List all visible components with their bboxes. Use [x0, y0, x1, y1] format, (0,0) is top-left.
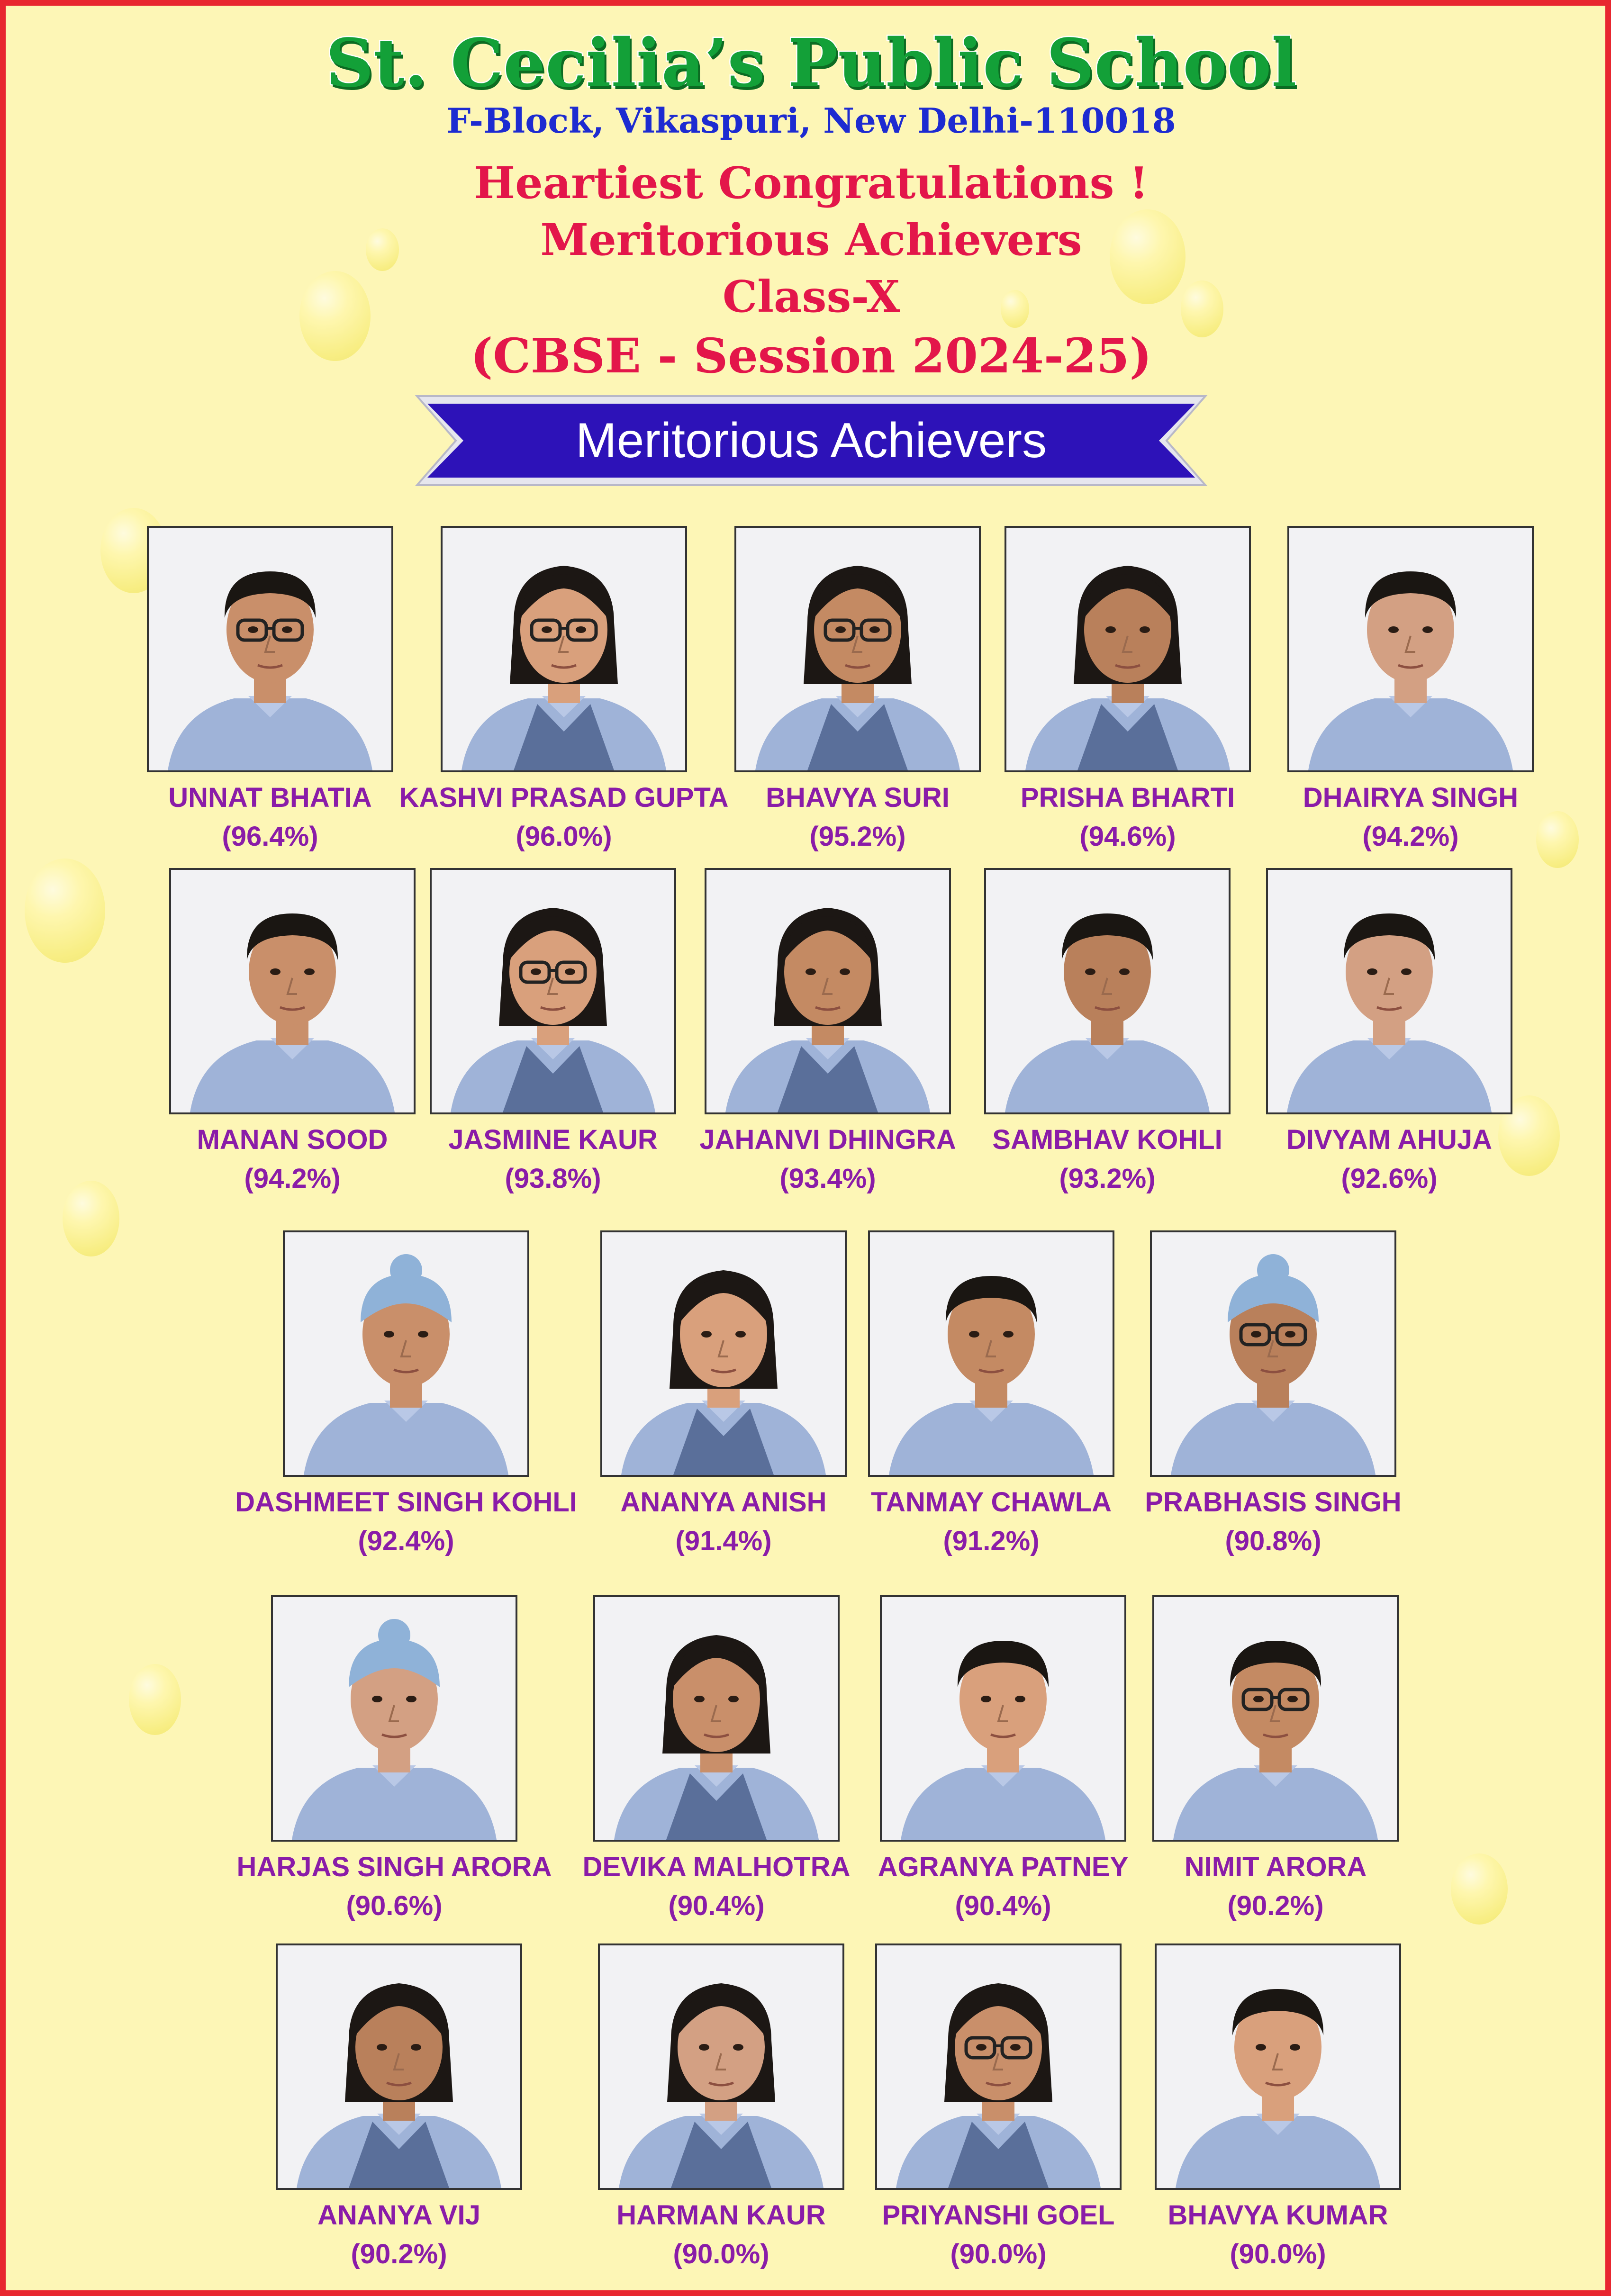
student-photo	[593, 1595, 840, 1842]
student-photo	[430, 868, 676, 1114]
student-name: PRABHASIS SINGH	[1145, 1487, 1402, 1518]
achievers-subtitle: Meritorious Achievers	[540, 214, 1082, 265]
student-photo	[271, 1595, 517, 1842]
student-name: HARJAS SINGH ARORA	[236, 1852, 552, 1882]
achievers-banner	[413, 393, 1209, 488]
student-portrait	[986, 870, 1229, 1112]
student-photo	[147, 526, 393, 772]
student-photo	[276, 1943, 522, 2190]
student-portrait	[1154, 1597, 1397, 1840]
student-score: (93.2%)	[1059, 1163, 1156, 1194]
school-name: St. Cecilia’s Public School	[326, 25, 1297, 102]
student-score: (90.4%)	[955, 1890, 1051, 1921]
student-name: SAMBHAV KOHLI	[992, 1124, 1222, 1155]
student-photo	[169, 868, 416, 1114]
student-score: (94.6%)	[1079, 821, 1176, 852]
student-score: (90.2%)	[351, 2239, 447, 2269]
student-portrait	[1268, 870, 1511, 1112]
student-photo	[734, 526, 981, 772]
student-score: (96.0%)	[516, 821, 612, 852]
student-portrait	[1152, 1232, 1394, 1475]
student-portrait	[1289, 528, 1532, 770]
student-photo	[1150, 1230, 1396, 1477]
student-name: DIVYAM AHUJA	[1286, 1124, 1492, 1155]
student-score: (90.6%)	[346, 1890, 443, 1921]
student-photo	[1266, 868, 1512, 1114]
student-score: (92.6%)	[1341, 1163, 1438, 1194]
student-portrait	[432, 870, 674, 1112]
student-portrait	[870, 1232, 1113, 1475]
student-portrait	[602, 1232, 845, 1475]
student-photo	[283, 1230, 529, 1477]
student-portrait	[443, 528, 685, 770]
student-score: (94.2%)	[1362, 821, 1459, 852]
student-score: (90.0%)	[1230, 2239, 1326, 2269]
student-photo	[1287, 526, 1534, 772]
bubble-decoration	[25, 859, 105, 963]
student-photo	[598, 1943, 844, 2190]
student-score: (94.2%)	[244, 1163, 341, 1194]
student-score: (93.4%)	[779, 1163, 876, 1194]
student-name: BHAVYA SURI	[766, 782, 950, 813]
student-portrait	[706, 870, 949, 1112]
student-name: BHAVYA KUMAR	[1168, 2200, 1388, 2231]
student-portrait	[1157, 1945, 1399, 2188]
student-photo	[1005, 526, 1251, 772]
student-name: JAHANVI DHINGRA	[699, 1124, 956, 1155]
student-portrait	[149, 528, 391, 770]
class-label: Class-X	[722, 271, 900, 322]
student-photo	[705, 868, 951, 1114]
student-name: MANAN SOOD	[197, 1124, 388, 1155]
student-score: (91.2%)	[943, 1526, 1040, 1556]
student-photo	[868, 1230, 1114, 1477]
student-portrait	[595, 1597, 838, 1840]
student-photo	[1152, 1595, 1399, 1842]
student-name: HARMAN KAUR	[616, 2200, 826, 2231]
student-score: (93.8%)	[505, 1163, 601, 1194]
student-name: NIMIT ARORA	[1184, 1852, 1367, 1882]
student-portrait	[285, 1232, 527, 1475]
student-photo	[600, 1230, 847, 1477]
student-portrait	[1006, 528, 1249, 770]
student-photo	[875, 1943, 1122, 2190]
student-portrait	[273, 1597, 516, 1840]
student-name: DHAIRYA SINGH	[1303, 782, 1519, 813]
student-score: (90.4%)	[668, 1890, 765, 1921]
student-name: TANMAY CHAWLA	[870, 1487, 1112, 1518]
student-score: (95.2%)	[809, 821, 906, 852]
student-portrait	[171, 870, 414, 1112]
student-name: AGRANYA PATNEY	[878, 1852, 1129, 1882]
student-name: JASMINE KAUR	[448, 1124, 658, 1155]
student-name: ANANYA ANISH	[620, 1487, 827, 1518]
student-name: PRIYANSHI GOEL	[882, 2200, 1115, 2231]
student-score: (90.0%)	[950, 2239, 1047, 2269]
student-score: (92.4%)	[358, 1526, 454, 1556]
student-name: DEVIKA MALHOTRA	[582, 1852, 851, 1882]
school-address: F-Block, Vikaspuri, New Delhi-110018	[446, 100, 1176, 141]
student-photo	[880, 1595, 1126, 1842]
student-photo	[441, 526, 687, 772]
student-score: (91.4%)	[675, 1526, 772, 1556]
student-portrait	[600, 1945, 842, 2188]
student-score: (90.8%)	[1225, 1526, 1321, 1556]
student-portrait	[736, 528, 979, 770]
student-name: DASHMEET SINGH KOHLI	[235, 1487, 577, 1518]
student-portrait	[278, 1945, 520, 2188]
bubble-decoration	[129, 1664, 181, 1735]
student-score: (90.2%)	[1227, 1890, 1324, 1921]
student-name: ANANYA VIJ	[317, 2200, 480, 2231]
student-portrait	[882, 1597, 1124, 1840]
student-portrait	[877, 1945, 1120, 2188]
congratulations-heading: Heartiest Congratulations !	[474, 157, 1149, 208]
student-photo	[1155, 1943, 1401, 2190]
banner-label: Meritorious Achievers	[575, 413, 1047, 468]
student-photo	[984, 868, 1231, 1114]
session-label: (CBSE - Session 2024-25)	[471, 328, 1152, 384]
student-name: KASHVI PRASAD GUPTA	[399, 782, 729, 813]
student-score: (96.4%)	[222, 821, 318, 852]
student-name: PRISHA BHARTI	[1020, 782, 1235, 813]
student-name: UNNAT BHATIA	[168, 782, 372, 813]
student-score: (90.0%)	[673, 2239, 769, 2269]
